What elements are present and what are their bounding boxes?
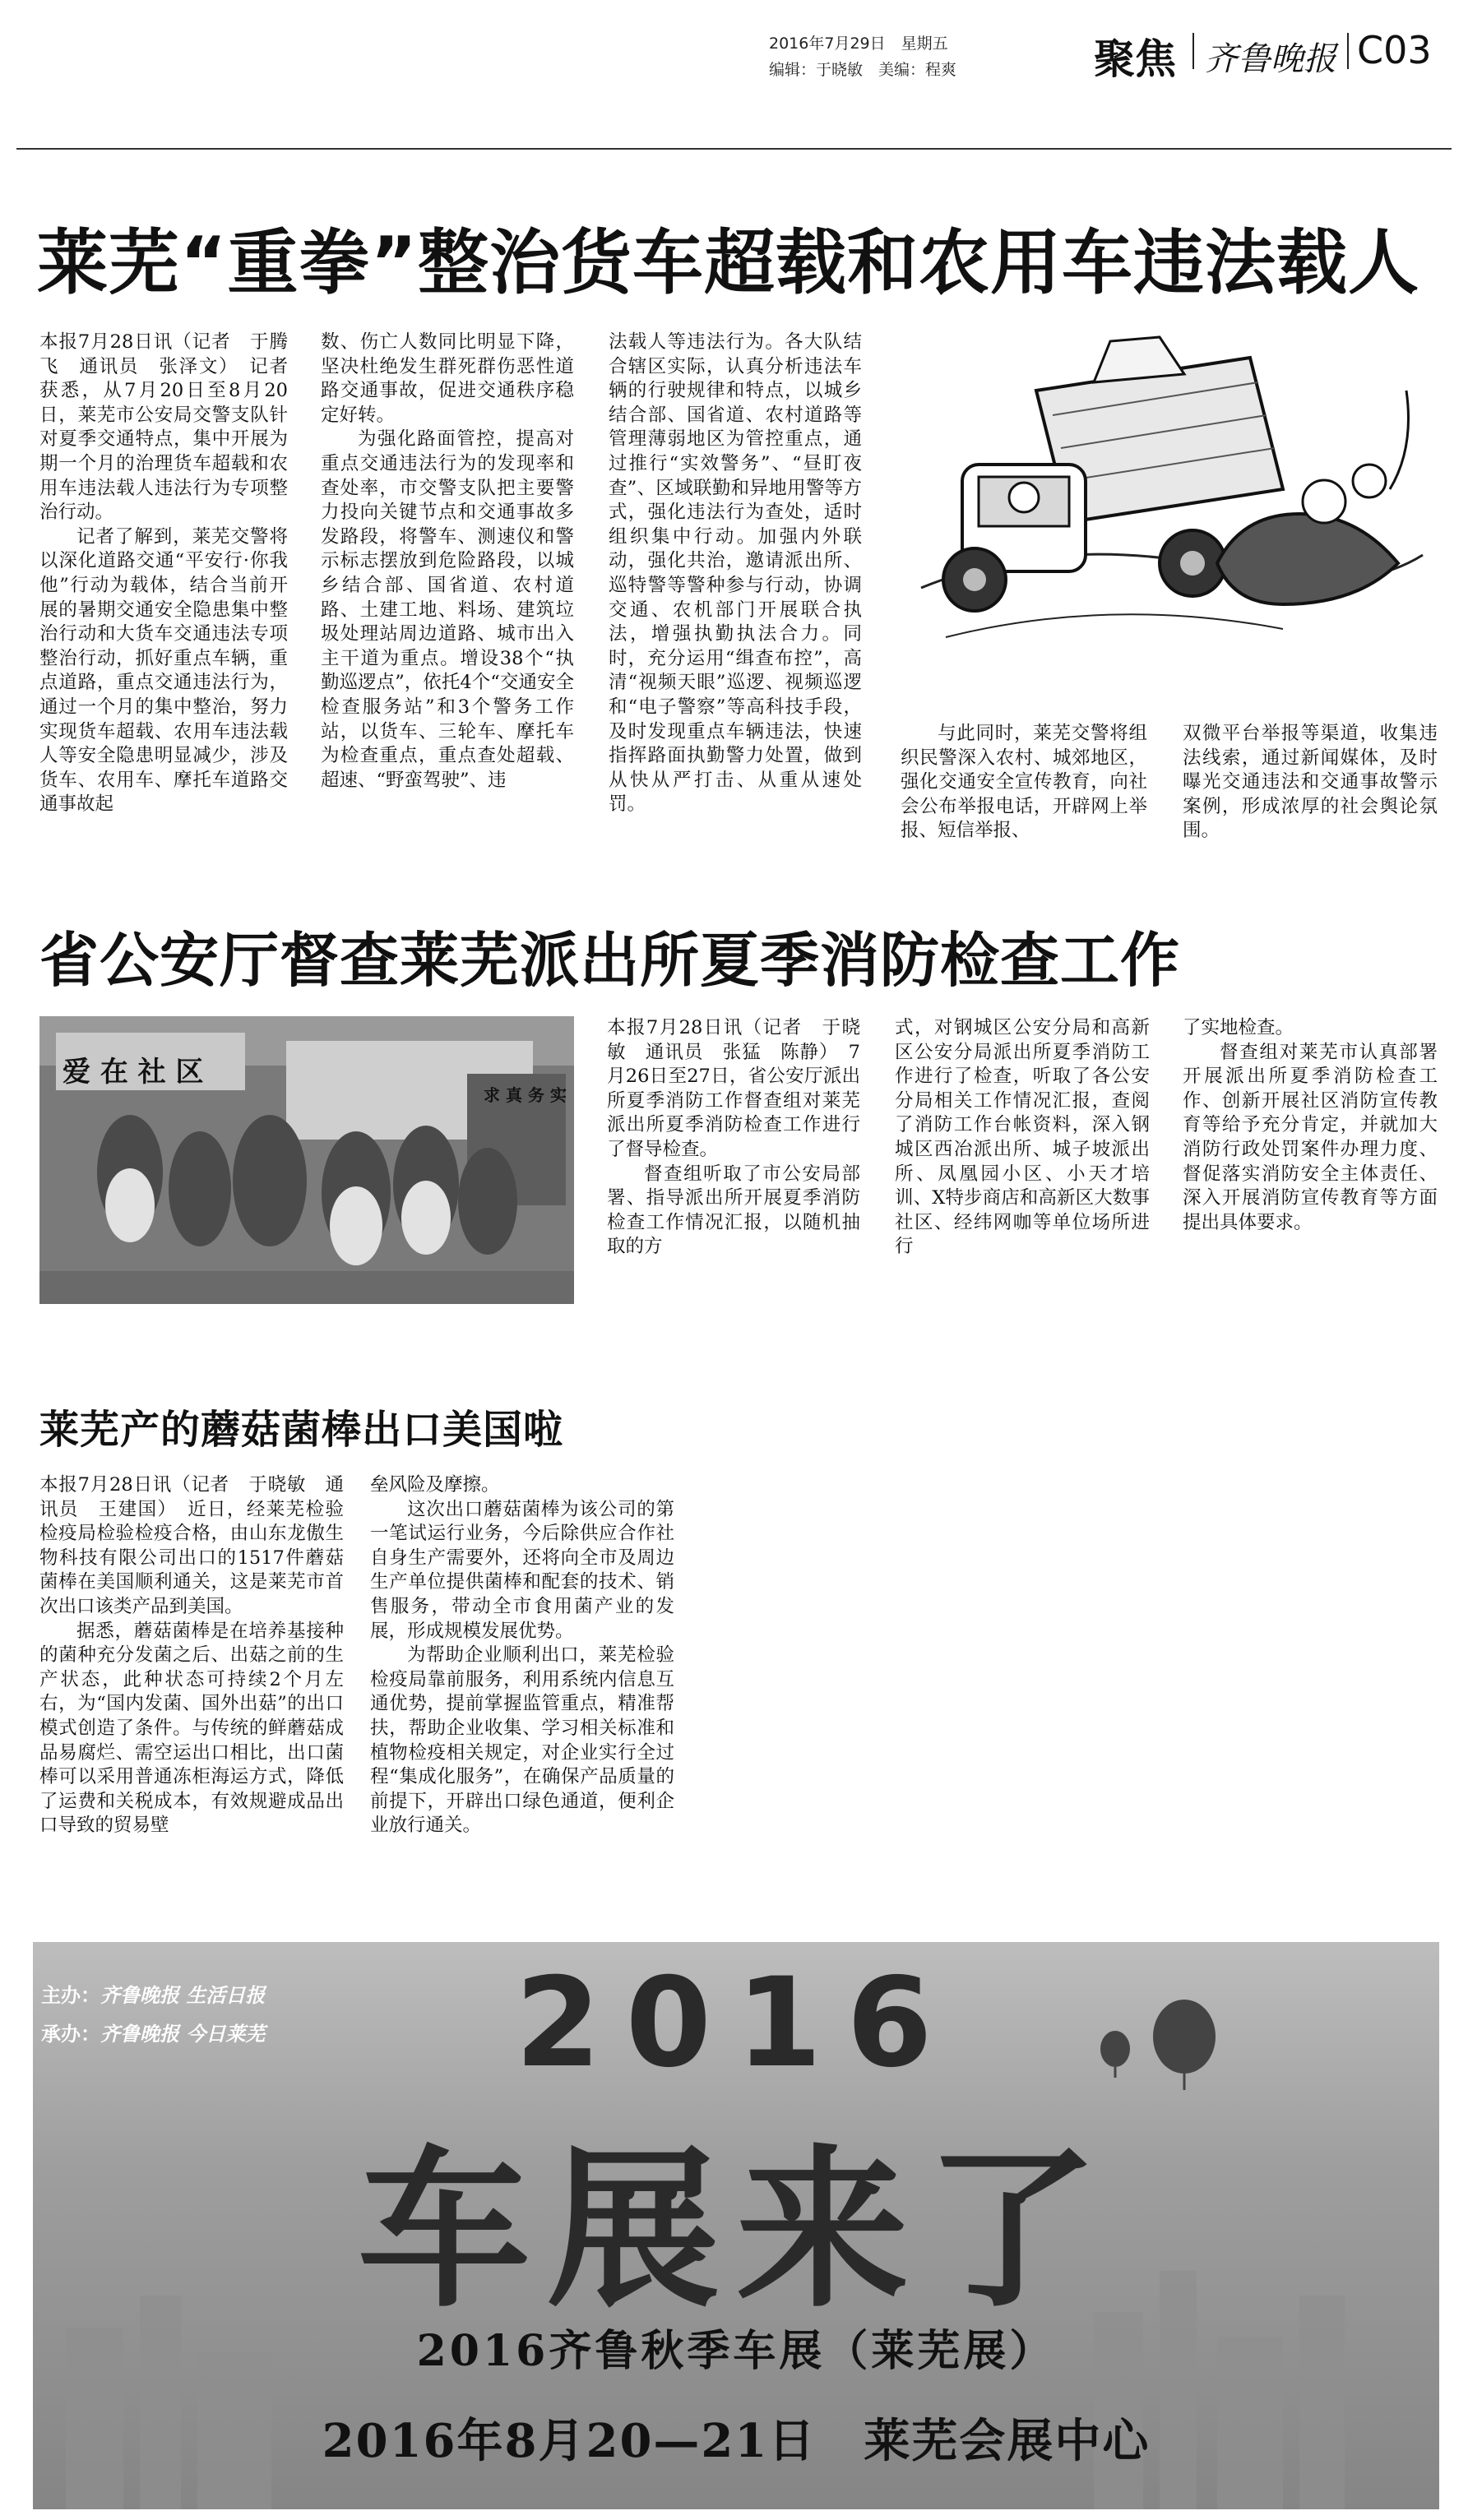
banner-slogan: 车展来了 bbox=[357, 2129, 1114, 2331]
newspaper-name: 齐鲁晚报 bbox=[1205, 40, 1336, 78]
article2-column-2 bbox=[895, 1016, 1150, 1353]
banner-event-name: 2016齐鲁秋季车展（莱芜展） bbox=[416, 2326, 1056, 2376]
article2-paragraph: 式，对钢城区公安分局和高新区公安分局派出所夏季消防工作进行了检查，听取了各公安分局相关工作情况汇报，查阅了消防工作台帐资料，深入钢城区西冶派出所、城子坡派出所、凤凰园小区、小天才培训、X特步商店和高新区大数事社区、经纬网咖等单位场所进行 bbox=[895, 1017, 1150, 1258]
issue-date: 2016年7月29日 星期五 bbox=[769, 35, 948, 53]
article3-paragraph: 为帮助企业顺利出口，莱芜检验检疫局靠前服务，利用系统内信息互通优势，提前掌握监管重点，精准帮扶，帮助企业收集、学习相关标准和植物检疫相关规定，对企业实行全过程“集成化服务”，在确保产品质量的前提下，开辟出口绿色通道，便利企业放行通关。 bbox=[370, 1644, 674, 1837]
article1-paragraph: 记者了解到，莱芜交警将以深化道路交通“平安行·你我他”行动为载体，结合当前开展的暑期交通安全隐患集中整治行动和大货车交通违法专项整治行动，抓好重点车辆，重点道路，重点交通违法行为，通过一个月的集中整治，努力实现货车超载、农用车违法载人等安全隐患明显减少，涉及货车、农用车、摩托车道路交通事故起 bbox=[39, 525, 288, 816]
article2-column-1 bbox=[607, 1016, 860, 1353]
photo-sign-right: 求 真 务 实 bbox=[484, 1085, 567, 1105]
article1-paragraph: 法载人等违法行为。各大队结合辖区实际，认真分析违法车辆的行驶规律和特点，以城乡结合部、国省道、农村道路等管理薄弱地区为管控重点，通过推行“实效警务”、“昼盯夜查”、区域联勤和异地用警等方式，强化违法行为查处，适时组织集中行动。加强内外联动，强化共治，邀请派出所、巡特警等警种参与行动，协调交通、农机部门开展联合执法，增强执勤执法合力。同时，充分运用“缉查布控”，高清“视频天眼”巡逻、视频巡逻和“电子警察”等高科技手段，及时发现重点车辆违法，快速指挥路面执勤警力处置，做到从快从严打击、从重从速处罚。 bbox=[609, 331, 862, 816]
inspection-photo bbox=[39, 1016, 574, 1304]
banner-year: 2016 bbox=[515, 1952, 957, 2095]
section-name: 聚焦 bbox=[1094, 35, 1176, 83]
article2-paragraph: 督查组对莱芜市认真部署开展派出所夏季消防检查工作、创新开展社区消防宣传教育等给予充分肯定，并就加大消防行政处罚案件办理力度、督促落实消防安全主体责任、深入开展消防宣传教育等方面提出具体要求。 bbox=[1183, 1041, 1438, 1233]
auto-show-banner bbox=[33, 1942, 1439, 2509]
article2-paragraph: 督查组听取了市公安局部署、指导派出所开展夏季消防检查工作情况汇报，以随机抽取的方 bbox=[607, 1163, 860, 1258]
header-divider bbox=[1347, 33, 1349, 69]
header-divider bbox=[1192, 33, 1194, 69]
article1-column-1 bbox=[39, 331, 288, 865]
article3-column-1 bbox=[39, 1473, 344, 1917]
article2-column-3 bbox=[1183, 1016, 1438, 1353]
host-names: 齐鲁晚报 生活日报 bbox=[100, 1984, 266, 2007]
editor-credit: 编辑：于晓敏 美编：程爽 bbox=[769, 61, 957, 79]
article2-paragraph: 本报7月28日讯（记者 于晓敏 通讯员 张猛 陈静） 7月26日至27日，省公安厅派出所夏季消防工作督查组对莱芜派出所夏季消防检查工作进行了督导检查。 bbox=[607, 1017, 860, 1160]
article2-paragraph: 了实地检查。 bbox=[1183, 1017, 1294, 1038]
host-label: 主办： bbox=[41, 1984, 100, 2007]
article3-paragraph: 垒风险及摩擦。 bbox=[370, 1474, 500, 1496]
header-rule bbox=[16, 148, 1452, 150]
truck-cartoon-icon bbox=[896, 325, 1439, 654]
article2-headline: 省公安厅督查莱芜派出所夏季消防检查工作 bbox=[39, 926, 1181, 995]
banner-date-venue: 2016年8月20—21日 莱芜会展中心 bbox=[322, 2414, 1151, 2468]
article1-column-5 bbox=[1183, 722, 1438, 870]
article3-paragraph: 本报7月28日讯（记者 于晓敏 通讯员 王建国） 近日，经莱芜检验检疫局检验检疫合格，由山东龙傲生物科技有限公司出口的1517件蘑菇菌棒在美国顺利通关，这是莱芜市首次出口该类产品到美国。 bbox=[39, 1474, 344, 1617]
article1-column-3 bbox=[609, 331, 862, 865]
page-number: C03 bbox=[1357, 28, 1432, 72]
article1-paragraph: 双微平台举报等渠道，收集违法线索，通过新闻媒体，及时曝光交通违法和交通事故警示案例，形成浓厚的社会舆论氛围。 bbox=[1183, 723, 1438, 842]
organizer-label: 承办： bbox=[41, 2023, 100, 2046]
article1-headline: 莱芜“重拳”整治货车超载和农用车违法载人 bbox=[37, 222, 1420, 304]
article1-column-2 bbox=[321, 331, 574, 865]
article1-column-4 bbox=[901, 722, 1147, 870]
truck-cartoon-illustration bbox=[896, 325, 1439, 654]
article1-paragraph: 本报7月28日讯（记者 于腾飞 通讯员 张泽文） 记者获悉，从7月20日至8月20日，莱芜市公安局交警支队针对夏季交通特点，集中开展为期一个月的治理货车超载和农用车违法载人违法行为专项整治行动。 bbox=[39, 331, 288, 524]
organizer-names: 齐鲁晚报 今日莱芜 bbox=[100, 2023, 266, 2046]
article3-headline: 莱芜产的蘑菇菌棒出口美国啦 bbox=[39, 1407, 564, 1453]
article3-paragraph: 据悉，蘑菇菌棒是在培养基接种的菌种充分发菌之后、出菇之前的生产状态，此种状态可持续2个月左右，为“国内发菌、国外出菇”的出口模式创造了条件。与传统的鲜蘑菇成品易腐烂、需空运出口相比，出口菌棒可以采用普通冻柜海运方式，降低了运费和关税成本，有效规避成品出口导致的贸易壁 bbox=[39, 1620, 344, 1837]
article1-paragraph: 数、伤亡人数同比明显下降，坚决杜绝发生群死群伤恶性道路交通事故，促进交通秩序稳定好转。 bbox=[321, 331, 574, 426]
article3-column-2 bbox=[370, 1473, 674, 1917]
article1-paragraph: 为强化路面管控，提高对重点交通违法行为的发现率和查处率，市交警支队把主要警力投向关键节点和交通事故多发路段，将警车、测速仪和警示标志摆放到危险路段，以城乡结合部、国省道、农村道路、土建工地、料场、建筑垃圾处理站周边道路、城市出入主干道为重点。增设38个“执勤巡逻点”，依托4个“交通安全检查服务站”和3个警务工作站，以货车、三轮车、摩托车为检查重点，重点查处超载、超速、“野蛮驾驶”、违 bbox=[321, 428, 574, 791]
article3-paragraph: 这次出口蘑菇菌棒为该公司的第一笔试运行业务，今后除供应合作社自身生产需要外，还将向全市及周边生产单位提供菌棒和配套的技术、销售服务，带动全市食用菌产业的发展，形成规模发展优势。 bbox=[370, 1498, 674, 1642]
article1-paragraph: 与此同时，莱芜交警将组织民警深入农村、城郊地区，强化交通安全宣传教育，向社会公布举报电话，开辟网上举报、短信举报、 bbox=[901, 723, 1147, 842]
photo-sign-left: 爱 在 社 区 bbox=[63, 1056, 204, 1089]
